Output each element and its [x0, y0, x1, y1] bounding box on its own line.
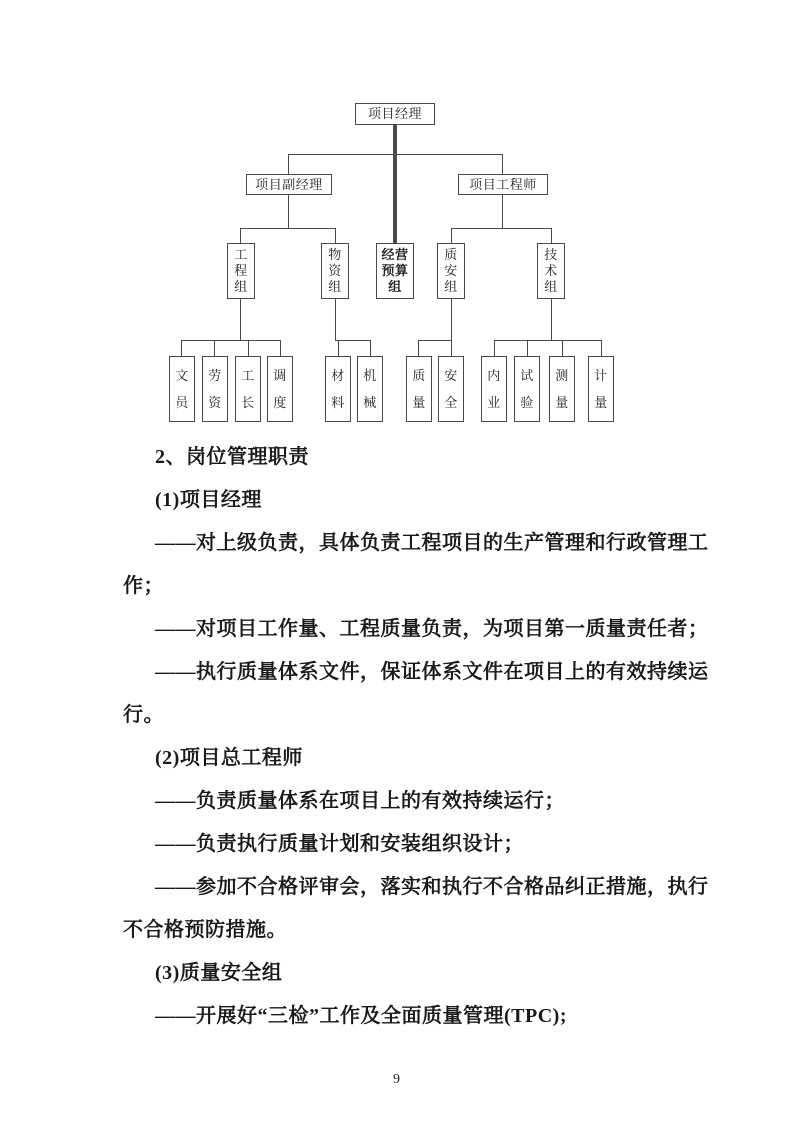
org-box-technology-group: 技术组 [537, 243, 565, 299]
connector-line [214, 340, 215, 356]
text-line: ——负责执行质量计划和安装组织设计； [155, 833, 524, 855]
connector-line [240, 299, 241, 340]
connector-line [288, 195, 289, 228]
text-line: 不合格预防措施。 [123, 919, 287, 941]
connector-line [562, 340, 563, 356]
connector-line [451, 228, 552, 229]
org-box-measurement: 计量 [588, 356, 614, 422]
connector-line [338, 340, 339, 356]
connector-line [370, 340, 371, 356]
connector-line [181, 340, 182, 356]
connector-line [240, 228, 241, 243]
connector-line [181, 340, 281, 341]
text-line: ——开展好“三检”工作及全面质量管理(TPC); [155, 1005, 567, 1027]
body-text [123, 436, 709, 1038]
section-heading: 2、岗位管理职责 [155, 446, 309, 468]
connector-line [335, 340, 371, 341]
org-box-deputy-manager: 项目副经理 [246, 174, 332, 195]
text-line: 行。 [123, 704, 164, 726]
connector-line [393, 124, 397, 243]
connector-line [494, 340, 602, 341]
org-box-surveying: 测量 [549, 356, 575, 422]
org-box-budget-group: 经营预算组 [376, 243, 414, 299]
org-box-project-engineer: 项目工程师 [458, 174, 548, 195]
connector-line [502, 154, 503, 174]
text-line: ——负责质量体系在项目上的有效持续运行； [155, 790, 565, 812]
org-box-materials-group: 物资组 [321, 243, 349, 299]
text-line: (3)质量安全组 [155, 962, 283, 984]
connector-line [451, 299, 452, 340]
connector-line [288, 154, 503, 155]
connector-line [335, 228, 336, 243]
connector-line [551, 299, 552, 340]
org-box-quality: 质量 [406, 356, 432, 422]
text-line: (1)项目经理 [155, 489, 262, 511]
connector-line [601, 340, 602, 356]
page-number: 9 [393, 1072, 400, 1087]
org-box-safety: 安全 [438, 356, 464, 422]
org-box-dispatch: 调度 [267, 356, 293, 422]
org-box-material: 材料 [325, 356, 351, 422]
org-chart [0, 0, 793, 432]
connector-line [288, 154, 289, 174]
connector-line [527, 340, 528, 356]
text-line: (2)项目总工程师 [155, 747, 303, 769]
org-box-labor-wages: 劳资 [202, 356, 228, 422]
org-box-internal-work: 内业 [481, 356, 507, 422]
text-line: ——对上级负责，具体负责工程项目的生产管理和行政管理工 [155, 532, 709, 554]
connector-line [240, 228, 336, 229]
org-box-testing: 试验 [514, 356, 540, 422]
org-box-machinery: 机械 [357, 356, 383, 422]
org-box-clerk: 文员 [169, 356, 195, 422]
org-box-quality-safety-group: 质安组 [437, 243, 465, 299]
connector-line [335, 299, 336, 340]
connector-line [248, 340, 249, 356]
connector-line [502, 195, 503, 228]
text-line: ——对项目工作量、工程质量负责，为项目第一质量责任者； [155, 618, 709, 640]
connector-line [494, 340, 495, 356]
connector-line [280, 340, 281, 356]
connector-line [451, 340, 452, 356]
connector-line [418, 340, 419, 356]
text-line: ——执行质量体系文件，保证体系文件在项目上的有效持续运 [155, 661, 709, 683]
org-box-project-manager: 项目经理 [355, 103, 435, 125]
connector-line [418, 340, 452, 341]
text-line: 作； [123, 575, 164, 597]
org-box-foreman: 工长 [235, 356, 261, 422]
text-line: ——参加不合格评审会，落实和执行不合格品纠正措施，执行 [155, 876, 709, 898]
connector-line [451, 228, 452, 243]
org-box-engineering-group: 工程组 [227, 243, 255, 299]
connector-line [551, 228, 552, 243]
